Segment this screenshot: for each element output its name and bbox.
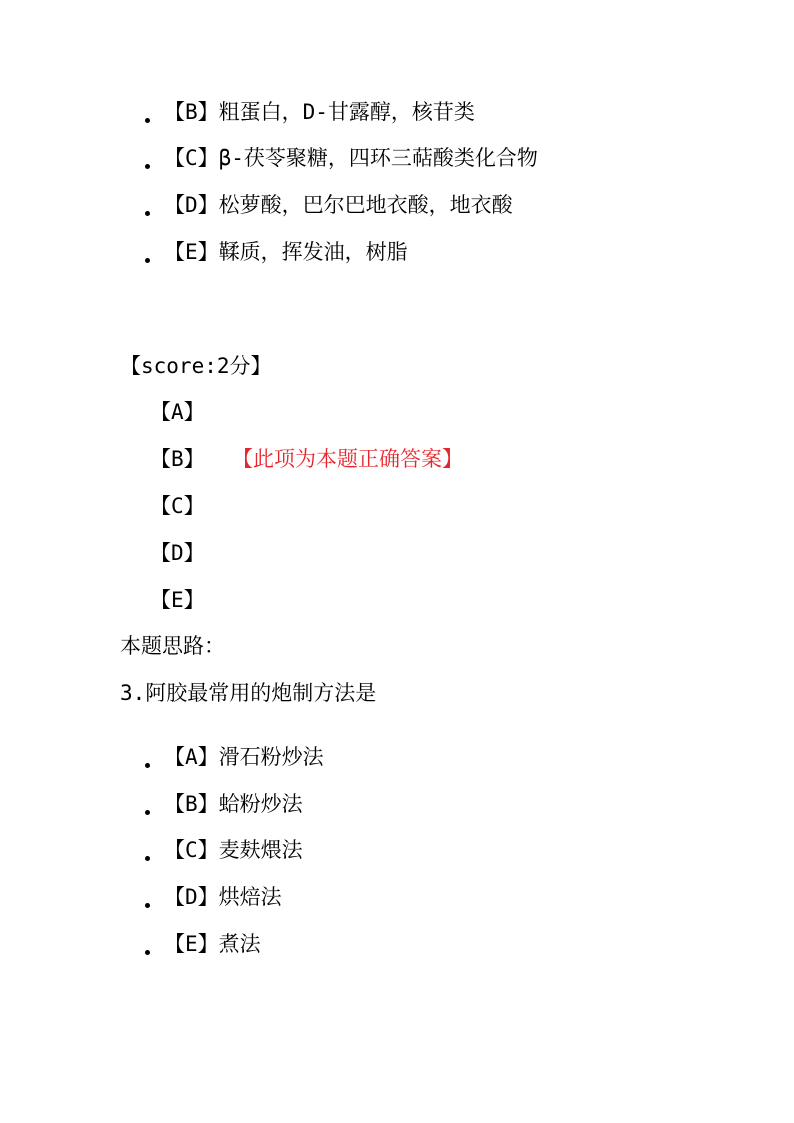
bullet-icon — [145, 118, 150, 123]
bullet-icon — [145, 810, 150, 815]
bullet-icon — [145, 903, 150, 908]
option-q2-e: 【E】鞣质，挥发油，树脂 — [164, 240, 408, 264]
bullet-icon — [145, 164, 150, 169]
analysis-label: 本题思路： — [120, 634, 225, 658]
option-q3-b: 【B】蛤粉炒法 — [164, 792, 303, 816]
bullet-icon — [145, 258, 150, 263]
option-q3-a: 【A】滑石粉炒法 — [164, 745, 324, 769]
option-q2-d: 【D】松萝酸，巴尔巴地衣酸，地衣酸 — [164, 193, 513, 217]
option-q2-b: 【B】粗蛋白，D-甘露醇，核苷类 — [164, 100, 475, 124]
answer-e: 【E】 — [150, 588, 205, 612]
option-q3-d: 【D】烘焙法 — [164, 885, 282, 909]
option-q3-c: 【C】麦麸煨法 — [164, 838, 303, 862]
bullet-icon — [145, 763, 150, 768]
answer-b: 【B】 — [150, 447, 205, 471]
option-q2-c: 【C】β-茯苓聚糖，四环三萜酸类化合物 — [164, 146, 538, 170]
answer-c: 【C】 — [150, 494, 205, 518]
question-3-title: 3.阿胶最常用的炮制方法是 — [120, 681, 377, 705]
correct-answer-note: 【此项为本题正确答案】 — [232, 447, 463, 471]
score-label: 【score:2分】 — [120, 354, 272, 378]
answer-a: 【A】 — [150, 400, 205, 424]
bullet-icon — [145, 950, 150, 955]
option-q3-e: 【E】煮法 — [164, 932, 261, 956]
answer-d: 【D】 — [150, 541, 205, 565]
bullet-icon — [145, 211, 150, 216]
bullet-icon — [145, 856, 150, 861]
